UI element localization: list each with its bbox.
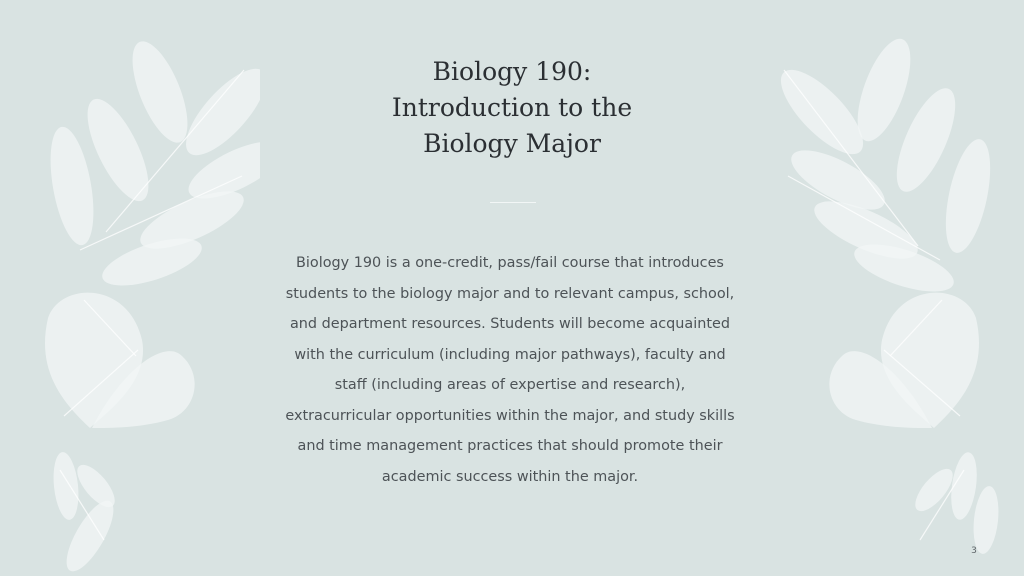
page-number: 3 xyxy=(971,546,977,556)
title-divider xyxy=(490,202,536,203)
slide-title-line-3: Biology Major xyxy=(423,129,601,158)
course-description-line: extracurricular opportunities within the major, and study skills xyxy=(285,407,735,424)
course-description-line: with the curriculum (including major pathways), faculty and xyxy=(294,346,726,363)
course-description-line: students to the biology major and to relevant campus, school, xyxy=(285,285,735,302)
course-description-line: Biology 190 is a one-credit, pass/fail course that introduces xyxy=(296,255,724,271)
course-description-line: and department resources. Students will become acquainted xyxy=(289,316,730,332)
slide-title-line-2: Introduction to the xyxy=(391,93,633,122)
slide-title xyxy=(312,54,712,162)
left-leaf-decoration xyxy=(0,0,260,576)
course-description xyxy=(240,248,780,492)
slide-title-line-1: Biology 190: xyxy=(432,57,592,86)
right-leaf-decoration xyxy=(764,0,1024,576)
course-description-line: staff (including areas of expertise and research), xyxy=(334,377,686,393)
course-description-line: academic success within the major. xyxy=(381,468,639,485)
course-description-line: and time management practices that should promote their xyxy=(297,438,723,454)
